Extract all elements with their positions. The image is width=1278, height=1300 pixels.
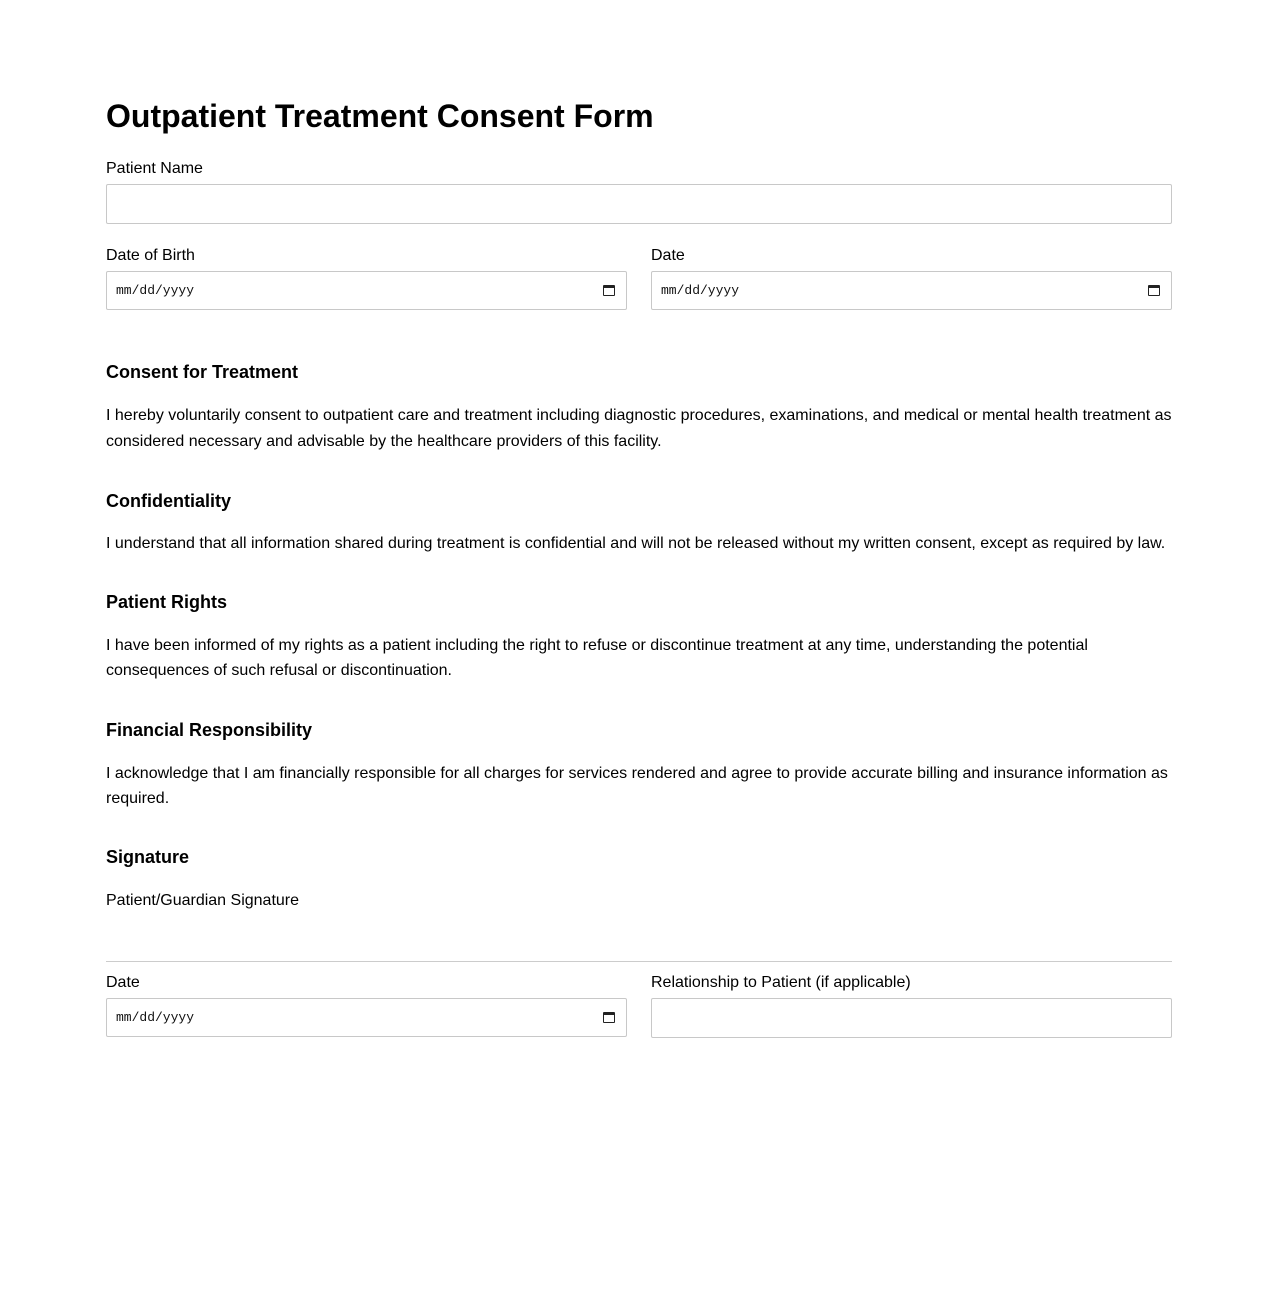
date-label: Date [651,247,685,264]
section-heading: Patient Rights [106,591,228,612]
patient-name-group [106,160,1172,224]
section-signature [106,846,1172,962]
signature-details-row [106,974,1172,1038]
date-input[interactable] [651,271,1172,310]
section-consent-for-treatment [106,361,1172,454]
signature-line[interactable] [106,961,1172,962]
signature-date-placeholder: mm/dd/yyyy [116,1009,195,1025]
calendar-icon[interactable] [603,1012,615,1023]
signature-date-group [106,974,627,1038]
section-heading: Financial Responsibility [106,719,313,740]
section-confidentiality [106,490,1172,557]
patient-name-input[interactable] [106,184,1172,224]
relationship-input[interactable] [651,998,1172,1038]
section-heading: Confidentiality [106,491,231,511]
section-financial-responsibility [106,719,1172,812]
section-body: I have been informed of my rights as a patient including the right to refuse or discontinue treatment at any time, understanding the potential consequences of such refusal or discontinuation. [106,636,1088,679]
calendar-icon[interactable] [1148,285,1160,296]
date-of-birth-input[interactable] [106,271,627,310]
consent-form-page [106,0,1172,1038]
date-group [651,247,1172,310]
section-patient-rights [106,591,1172,684]
section-body: I acknowledge that I am financially responsible for all charges for services rendered and agree to provide accurate billing and insurance information as required. [106,764,1168,807]
section-heading: Consent for Treatment [106,362,299,382]
patient-name-label: Patient Name [106,160,203,177]
relationship-label: Relationship to Patient (if applicable) [651,973,911,991]
date-of-birth-group [106,247,627,310]
section-heading: Signature [106,846,190,867]
date-of-birth-placeholder: mm/dd/yyyy [116,283,195,298]
date-placeholder: mm/dd/yyyy [661,283,740,298]
signature-label: Patient/Guardian Signature [106,891,300,909]
dates-row [106,247,1172,310]
section-body: I hereby voluntarily consent to outpatient care and treatment including diagnostic procedures, examinations, and medical or mental health treatment as considered necessary and advisable by the healthcare providers of this facility. [106,407,1172,450]
signature-date-label: Date [106,973,140,991]
date-of-birth-label: Date of Birth [106,247,195,264]
section-body: I understand that all information shared during treatment is confidential and will not be released without my written consent, except as required by law. [106,535,1166,552]
relationship-group [651,974,1172,1038]
calendar-icon[interactable] [603,285,615,296]
signature-date-input[interactable] [106,998,627,1037]
page-title: Outpatient Treatment Consent Form [106,98,654,134]
